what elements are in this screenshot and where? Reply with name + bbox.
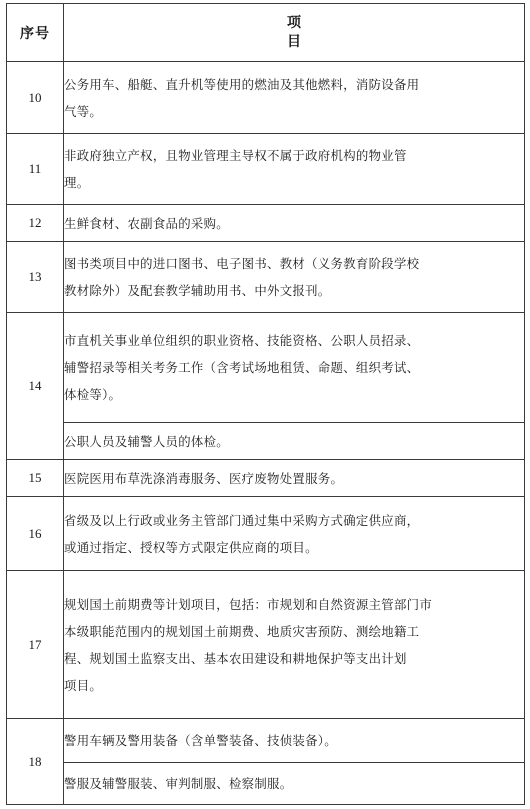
row-text-line: 警用车辆及警用装备（含单警装备、技侦装备）。 xyxy=(64,733,337,748)
row-content xyxy=(64,134,525,205)
header-serial-number: 序号 xyxy=(7,4,64,62)
header-item-line2: 目 xyxy=(287,33,301,50)
table-row xyxy=(7,242,525,313)
row-text-line: 警服及辅警服装、审判制服、检察制服。 xyxy=(64,776,293,791)
table-row xyxy=(7,62,525,134)
row-text-line: 或通过指定、授权等方式限定供应商的项目。 xyxy=(64,539,318,555)
table-row xyxy=(7,460,525,497)
row-content xyxy=(64,719,525,763)
table-row xyxy=(7,571,525,719)
table-row xyxy=(7,134,525,205)
row-content xyxy=(64,205,525,242)
header-item-line1: 项 xyxy=(287,14,301,31)
row-content xyxy=(64,460,525,497)
row-number: 16 xyxy=(7,497,64,571)
row-text-line: 气等。 xyxy=(64,103,103,119)
row-text-line: 非政府独立产权，且物业管理主导权不属于政府机构的物业管 xyxy=(64,148,407,163)
row-content xyxy=(64,313,525,423)
row-text-line: 公职人员及辅警人员的体检。 xyxy=(64,433,229,449)
row-subcontent xyxy=(64,763,525,805)
row-number: 13 xyxy=(7,242,64,313)
row-text-line: 规划国土前期费等计划项目，包括：市规划和自然资源主管部门市 xyxy=(64,596,433,612)
row-text-line: 辅警招录等相关考务工作（含考试场地租赁、命题、组织考试、 xyxy=(64,360,420,375)
row-text-line: 省级及以上行政或业务主管部门通过集中采购方式确定供应商， xyxy=(64,512,420,528)
header-item xyxy=(64,4,525,62)
row-text-line: 医院医用布草洗涤消毒服务、医疗废物处置服务。 xyxy=(64,470,344,486)
row-subcontent xyxy=(64,423,525,460)
row-text-line: 理。 xyxy=(64,175,90,190)
row-content xyxy=(64,62,525,134)
row-number: 10 xyxy=(7,62,64,134)
table-subrow xyxy=(7,763,525,805)
row-number: 12 xyxy=(7,205,64,242)
row-text-line: 教材除外）及配套教学辅助用书、中外文报刊。 xyxy=(64,283,331,298)
row-text-line: 项目。 xyxy=(64,677,103,693)
row-text-line: 公务用车、船艇、直升机等使用的燃油及其他燃料，消防设备用 xyxy=(64,76,420,92)
row-text-line: 生鲜食材、农副食品的采购。 xyxy=(64,215,229,231)
row-number: 17 xyxy=(7,571,64,719)
table-row xyxy=(7,205,525,242)
table-row xyxy=(7,497,525,571)
table-row xyxy=(7,313,525,423)
row-content xyxy=(64,242,525,313)
row-number: 11 xyxy=(7,134,64,205)
row-number: 14 xyxy=(7,313,64,460)
row-text-line: 程、规划国土监察支出、基本农田建设和耕地保护等支出计划 xyxy=(64,650,407,666)
table-row xyxy=(7,719,525,763)
row-content xyxy=(64,497,525,571)
header-row xyxy=(7,4,525,62)
row-text-line: 体检等）。 xyxy=(64,387,122,402)
row-text-line: 图书类项目中的进口图书、电子图书、教材（义务教育阶段学校 xyxy=(64,256,420,271)
row-number: 15 xyxy=(7,460,64,497)
row-content xyxy=(64,571,525,719)
row-text-line: 市直机关事业单位组织的职业资格、技能资格、公职人员招录、 xyxy=(64,333,420,348)
row-text-line: 本级职能范围内的规划国土前期费、地质灾害预防、测绘地籍工 xyxy=(64,623,420,639)
row-number: 18 xyxy=(7,719,64,805)
procurement-items-table xyxy=(6,3,525,805)
table-subrow xyxy=(7,423,525,460)
